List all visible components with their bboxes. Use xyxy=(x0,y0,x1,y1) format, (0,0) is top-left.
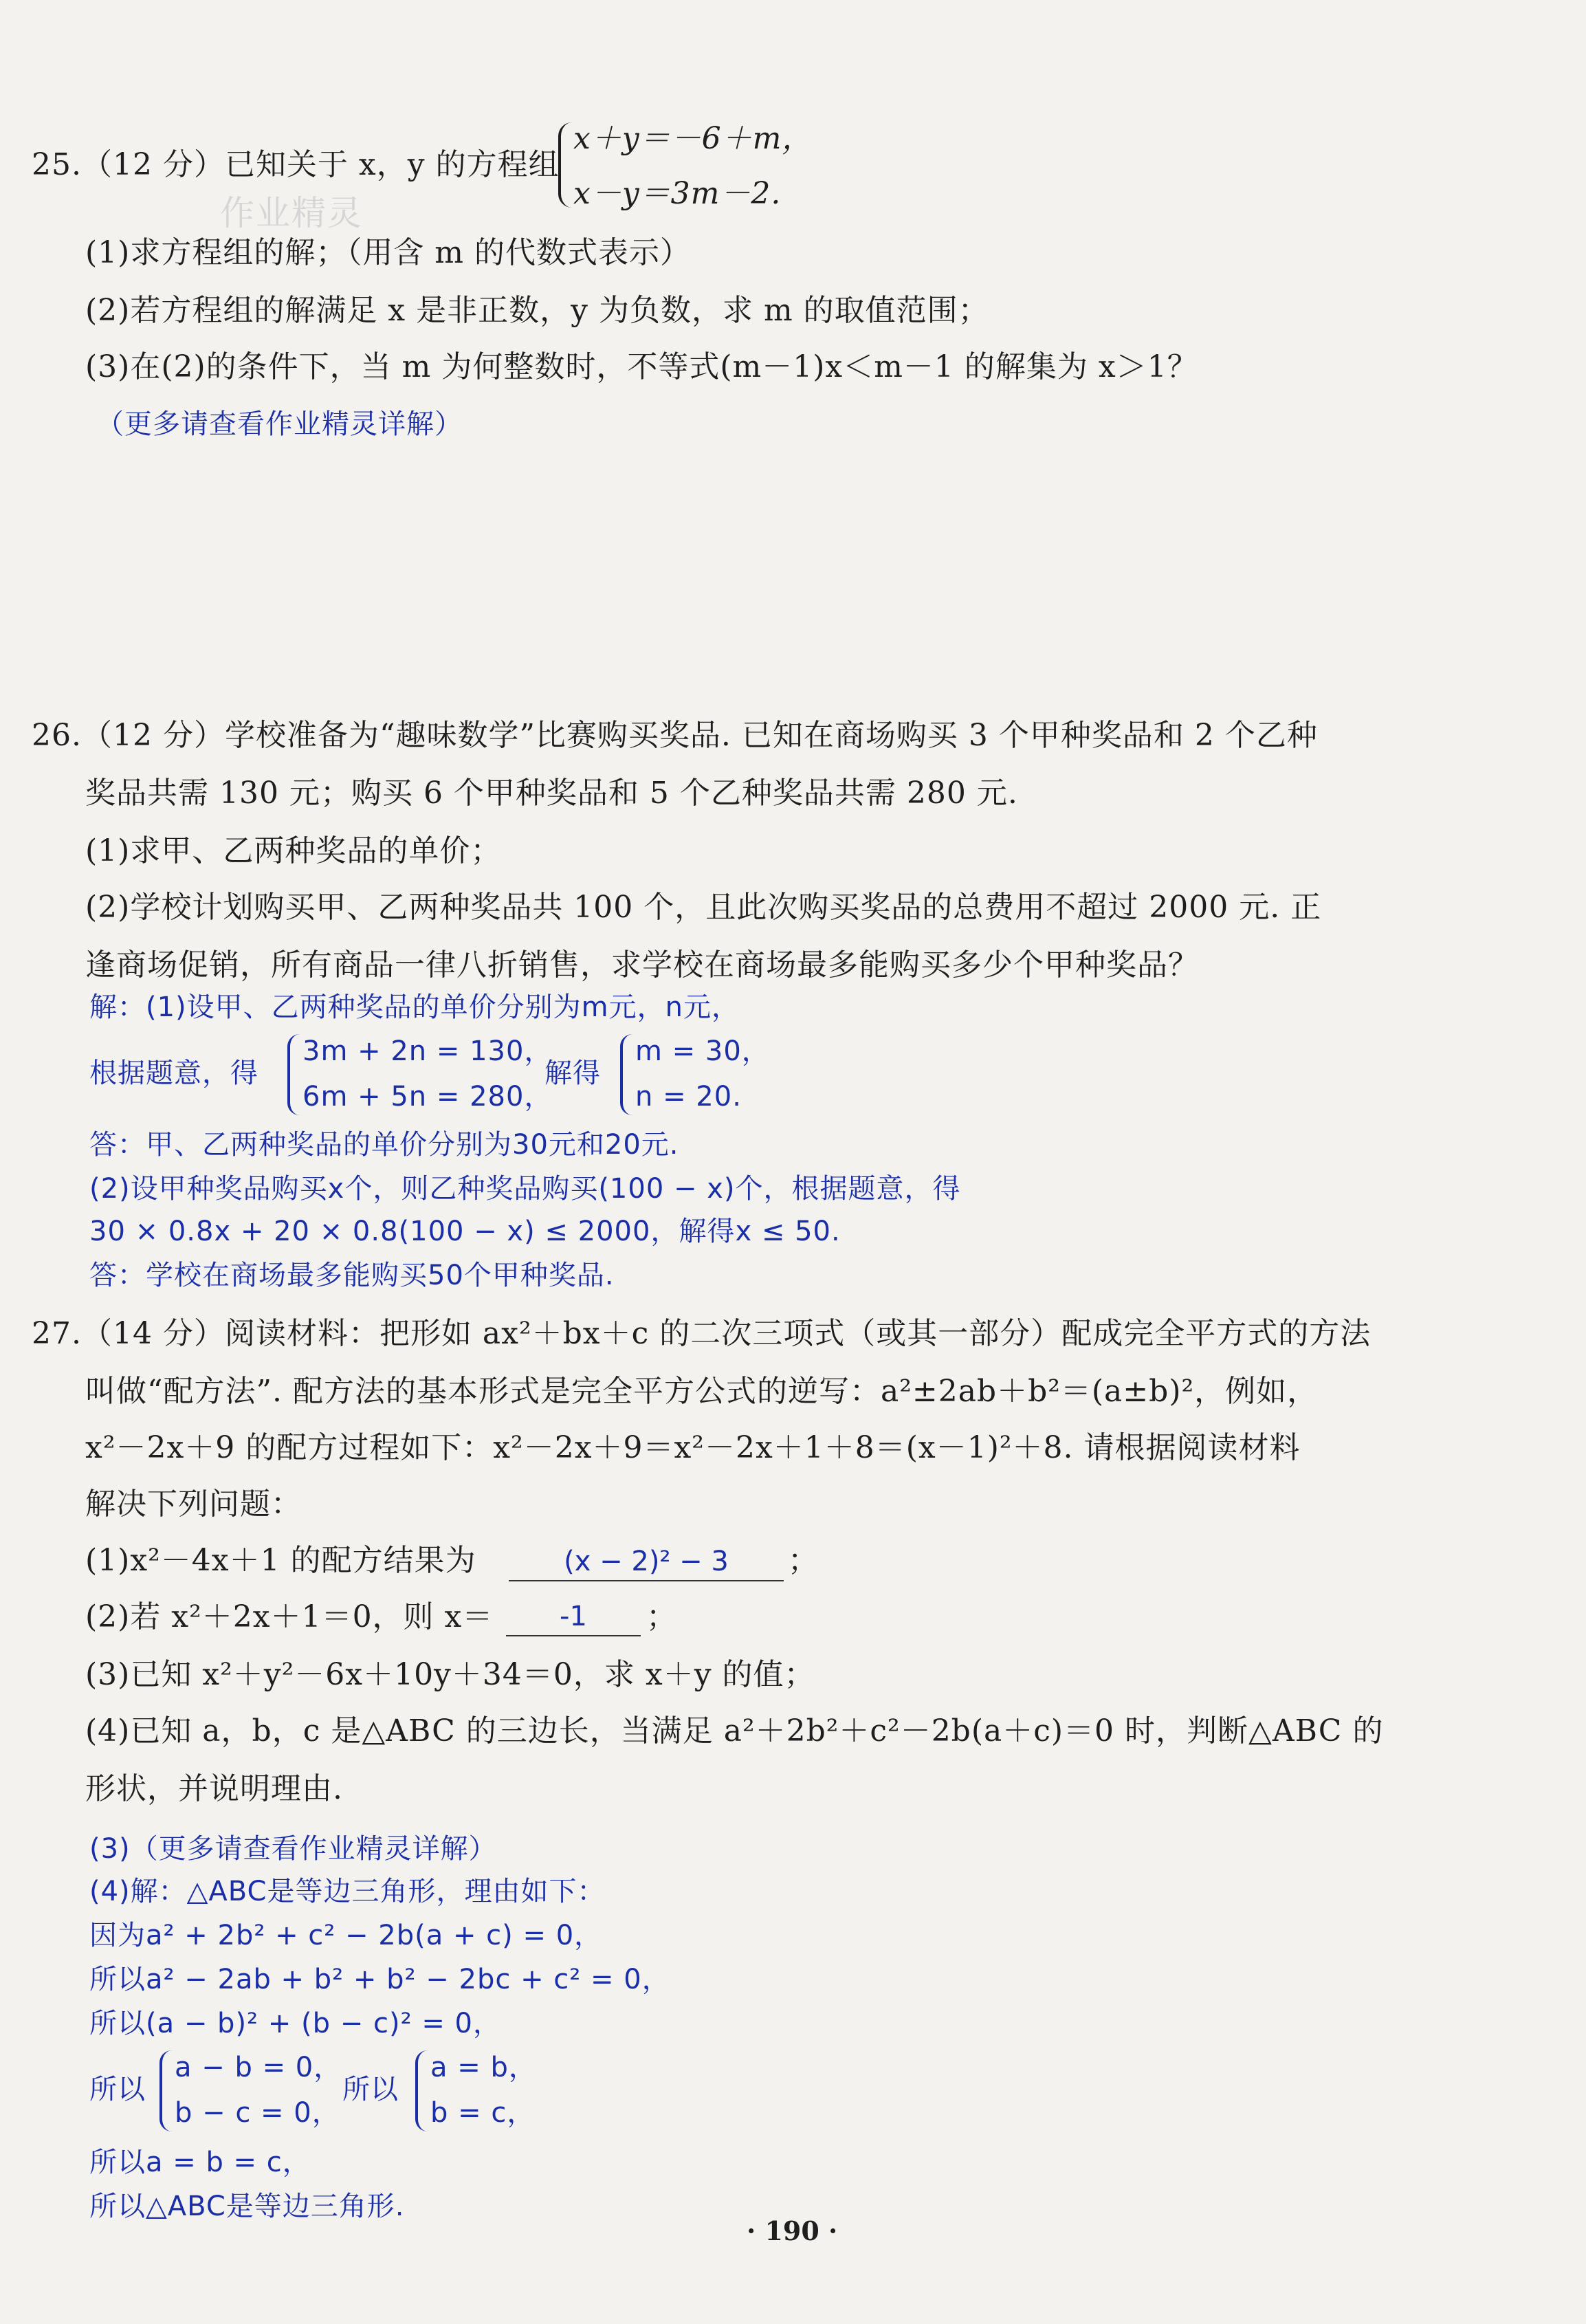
q27-answer-mid: 所以 xyxy=(342,2074,399,2105)
q27-system2-row2: b = c， xyxy=(430,2097,536,2129)
q26-system1-row1: 3m + 2n = 130， xyxy=(302,1035,553,1067)
q27-part2-answer-blank xyxy=(506,1597,641,1636)
q26-part2-line2: 逢商场促销，所有商品一律八折销售，求学校在商场最多能购买多少个甲种奖品？ xyxy=(85,947,1199,983)
q26-answer-prefix: 根据题意，得 xyxy=(89,1057,258,1089)
q27-answer-line3: 因为a² + 2b² + c² − 2b(a + c) = 0， xyxy=(89,1920,603,1951)
q26-system1-row2: 6m + 5n = 280， xyxy=(302,1081,553,1112)
q27-answer-line4: 所以a² − 2ab + b² + b² − 2bc + c² = 0， xyxy=(89,1964,670,1995)
q26-line1: 26.（12 分）学校准备为“趣味数学”比赛购买奖品. 已知在商场购买 3 个甲种奖品和 2 个乙种 xyxy=(32,718,1318,753)
q27-line4: 解决下列问题： xyxy=(85,1487,302,1522)
q27-answer-line8: 所以△ABC是等边三角形. xyxy=(89,2191,405,2222)
q27-answer-line2: (4)解：△ABC是等边三角形，理由如下： xyxy=(89,1876,606,1907)
q26-answer-line6: 答：学校在商场最多能购买50个甲种奖品. xyxy=(89,1260,615,1291)
q26-system2-row2: n = 20. xyxy=(635,1081,742,1112)
q26-system1-brace xyxy=(287,1034,300,1115)
q26-system2-brace xyxy=(620,1034,632,1115)
page-number: · 190 · xyxy=(747,2215,838,2246)
q25-part3: (3)在(2)的条件下，当 m 为何整数时，不等式(m－1)x＜m－1 的解集为 x＞1？ xyxy=(85,349,1198,384)
q26-line2: 奖品共需 130 元；购买 6 个甲种奖品和 5 个乙种奖品共需 280 元. xyxy=(85,776,1018,811)
q27-part2-answer: -1 xyxy=(560,1601,587,1632)
q27-system1-row1: a − b = 0， xyxy=(175,2052,342,2083)
q25-stem: 25.（12 分）已知关于 x，y 的方程组 xyxy=(32,147,560,182)
q26-answer-line5: 30 × 0.8x + 20 × 0.8(100 − x) ≤ 2000，解得x ≤ 50. xyxy=(89,1216,841,1247)
q25-more-link: （更多请查看作业精灵详解） xyxy=(96,408,463,440)
q27-system1-row2: b − c = 0， xyxy=(175,2097,340,2129)
q26-system2-row1: m = 30， xyxy=(635,1035,770,1067)
q27-part4-line1: (4)已知 a，b，c 是△ABC 的三边长，当满足 a²＋2b²＋c²－2b(a＋c)＝0 时，判断△ABC 的 xyxy=(85,1713,1384,1749)
q27-part2-suffix: ； xyxy=(646,1599,677,1634)
q25-part2: (2)若方程组的解满足 x 是非正数，y 为负数，求 m 的取值范围； xyxy=(85,293,989,328)
q26-answer-line3: 答：甲、乙两种奖品的单价分别为30元和20元. xyxy=(89,1129,679,1161)
q25-part1: (1)求方程组的解；（用含 m 的代数式表示） xyxy=(85,235,692,270)
q27-line1: 27.（14 分）阅读材料：把形如 ax²＋bx＋c 的二次三项式（或其一部分）配成完全平方式的方法 xyxy=(32,1316,1372,1351)
q25-eq1: x＋y＝－6＋m， xyxy=(573,121,813,156)
q25-brace xyxy=(558,122,572,208)
q26-answer-line4: (2)设甲种奖品购买x个，则乙种奖品购买(100 − x)个，根据题意，得 xyxy=(89,1173,961,1205)
q27-answer-line1: (3)（更多请查看作业精灵详解） xyxy=(89,1833,497,1865)
q26-answer-mid: 解得 xyxy=(544,1057,601,1089)
q27-answer-line7: 所以a = b = c， xyxy=(89,2147,311,2178)
q27-part1-answer: (x − 2)² − 3 xyxy=(564,1546,729,1577)
q27-answer-prefix: 所以 xyxy=(89,2074,146,2105)
q27-system2-row1: a = b， xyxy=(430,2052,537,2083)
watermark: 作业精灵 xyxy=(220,193,363,233)
q27-system1-brace xyxy=(159,2050,172,2131)
q27-part2-prefix: (2)若 x²＋2x＋1＝0，则 x＝ xyxy=(85,1599,494,1634)
q26-part1: (1)求甲、乙两种奖品的单价； xyxy=(85,833,502,868)
q27-line3: x²－2x＋9 的配方过程如下：x²－2x＋9＝x²－2x＋1＋8＝(x－1)²＋8. 请根据阅读材料 xyxy=(85,1430,1301,1465)
q27-answer-line5: 所以(a − b)² + (b − c)² = 0， xyxy=(89,2008,502,2039)
q27-part1-prefix: (1)x²－4x＋1 的配方结果为 xyxy=(85,1543,476,1578)
q26-answer-line1: 解：(1)设甲、乙两种奖品的单价分别为m元，n元， xyxy=(89,991,740,1023)
q27-part1-suffix: ； xyxy=(788,1543,819,1578)
q27-system2-brace xyxy=(415,2050,428,2131)
q27-part3: (3)已知 x²＋y²－6x＋10y＋34＝0，求 x＋y 的值； xyxy=(85,1657,815,1692)
q27-part1-answer-blank xyxy=(509,1542,784,1581)
q27-line2: 叫做“配方法”. 配方法的基本形式是完全平方公式的逆写：a²±2ab＋b²＝(a±b)²，例如， xyxy=(85,1374,1319,1409)
q27-part4-line2: 形状，并说明理由. xyxy=(85,1771,343,1806)
q25-eq2: x－y＝3m－2. xyxy=(573,176,782,211)
q26-part2-line1: (2)学校计划购买甲、乙两种奖品共 100 个，且此次购买奖品的总费用不超过 2000 元. 正 xyxy=(85,890,1322,925)
